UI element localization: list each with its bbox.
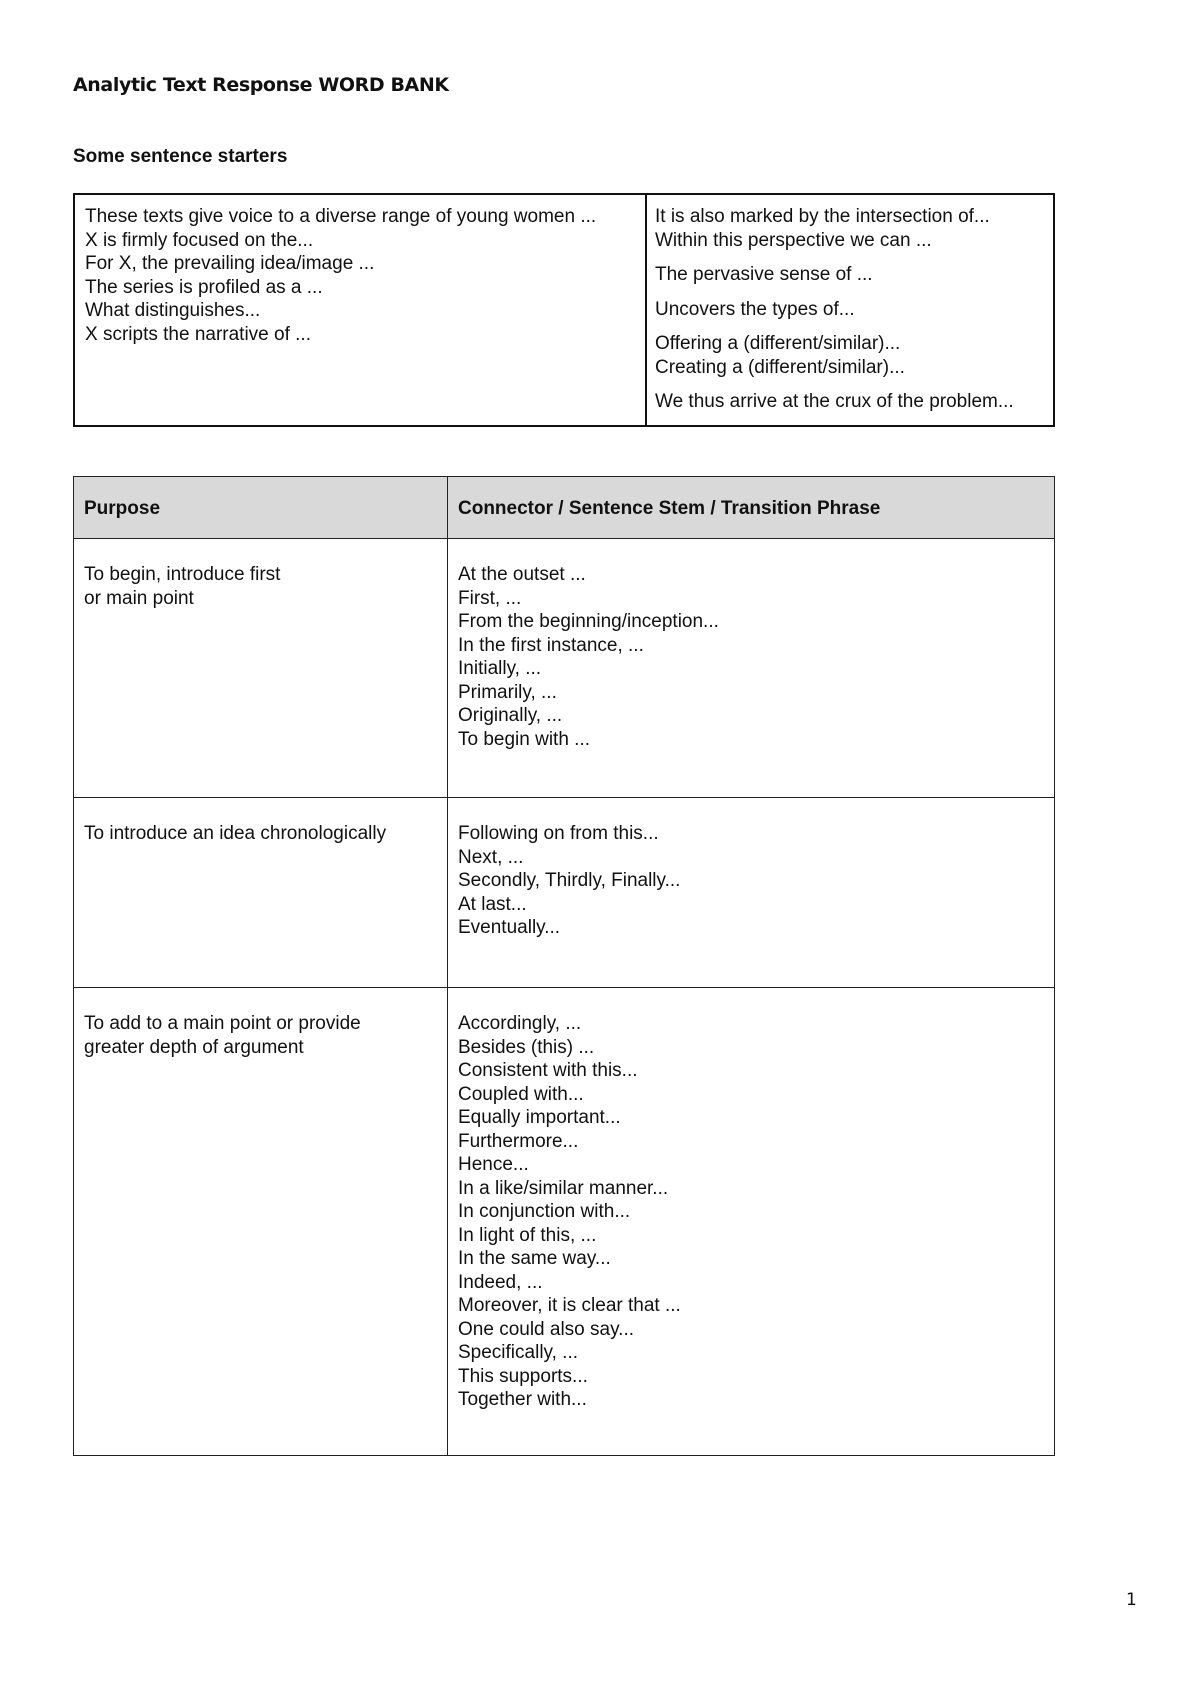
purpose-line: greater depth of argument <box>84 1036 304 1058</box>
phrases-cell <box>448 539 1055 798</box>
phrase-line: One could also say... <box>458 1318 635 1340</box>
phrase-line: In the same way... <box>458 1248 611 1269</box>
starter-line: The series is profiled as a ... <box>85 276 323 298</box>
sentence-starters-box <box>73 193 1055 427</box>
starter-line: Uncovers the types of... <box>655 298 855 320</box>
phrase-line: In light of this, ... <box>458 1224 597 1246</box>
starter-group <box>655 298 1053 322</box>
purpose-line: To begin, introduce first <box>84 564 281 585</box>
purpose-column-header: Purpose <box>74 477 448 539</box>
purpose-line: To add to a main point or provide <box>84 1013 361 1034</box>
phrase-line: Equally important... <box>458 1107 621 1128</box>
phrase-line: Indeed, ... <box>458 1271 543 1293</box>
phrases-cell <box>448 988 1055 1456</box>
phrase-line: Specifically, ... <box>458 1342 579 1363</box>
phrases-cell <box>448 798 1055 988</box>
purpose-cell <box>74 539 448 798</box>
starters-right-column <box>647 195 1053 425</box>
phrase-line: Primarily, ... <box>458 681 557 703</box>
section-heading: Some sentence starters <box>73 146 288 167</box>
phrase-line: Moreover, it is clear that ... <box>458 1295 681 1316</box>
phrase-line: Secondly, Thirdly, Finally... <box>458 870 681 891</box>
starter-line: The pervasive sense of ... <box>655 264 873 285</box>
starter-line: These texts give voice to a diverse range of young women ... <box>85 206 597 227</box>
starter-line: For X, the prevailing idea/image ... <box>85 253 375 274</box>
starter-line: Creating a (different/similar)... <box>655 356 905 378</box>
table-row <box>74 798 1055 988</box>
table-row <box>74 539 1055 798</box>
phrase-line: In conjunction with... <box>458 1201 631 1222</box>
phrase-column-header: Connector / Sentence Stem / Transition Phrase <box>448 477 1055 539</box>
purpose-cell <box>74 988 448 1456</box>
starter-line: X is firmly focused on the... <box>85 229 314 251</box>
page-number: 1 <box>1126 1590 1137 1610</box>
phrase-line: Initially, ... <box>458 658 542 679</box>
starter-line: It is also marked by the intersection of... <box>655 206 990 227</box>
phrase-line: This supports... <box>458 1365 588 1387</box>
phrase-line: Consistent with this... <box>458 1060 638 1081</box>
starter-line: We thus arrive at the crux of the problem... <box>655 391 1014 412</box>
starter-group <box>655 205 1053 252</box>
starter-line: Within this perspective we can ... <box>655 229 932 251</box>
phrase-line: Hence... <box>458 1154 529 1175</box>
page-title: Analytic Text Response WORD BANK <box>73 74 449 96</box>
starter-line: What distinguishes... <box>85 300 261 321</box>
phrase-line: Coupled with... <box>458 1083 584 1105</box>
phrase-line: Furthermore... <box>458 1130 579 1152</box>
phrase-line: To begin with ... <box>458 728 591 750</box>
phrase-line: Together with... <box>458 1389 587 1410</box>
table-header-row <box>74 477 1055 539</box>
phrase-line: Next, ... <box>458 846 524 868</box>
phrase-line: At last... <box>458 893 527 915</box>
connector-table <box>73 476 1055 1456</box>
phrase-line: In a like/similar manner... <box>458 1177 669 1199</box>
purpose-cell <box>74 798 448 988</box>
phrase-line: From the beginning/inception... <box>458 611 719 632</box>
phrase-line: Originally, ... <box>458 705 563 726</box>
phrase-line: Accordingly, ... <box>458 1013 582 1034</box>
starters-left-column <box>75 195 647 425</box>
purpose-line: To introduce an idea chronologically <box>84 823 387 844</box>
table-row <box>74 988 1055 1456</box>
starter-group <box>655 263 1053 287</box>
phrase-line: Following on from this... <box>458 823 659 844</box>
phrase-line: First, ... <box>458 587 522 609</box>
phrase-line: Besides (this) ... <box>458 1036 595 1058</box>
phrase-line: In the first instance, ... <box>458 634 644 656</box>
starter-group <box>655 390 1053 414</box>
phrase-line: At the outset ... <box>458 564 586 585</box>
purpose-line: or main point <box>84 587 194 609</box>
phrase-line: Eventually... <box>458 917 561 938</box>
starter-line: X scripts the narrative of ... <box>85 323 311 345</box>
starter-group <box>655 332 1053 379</box>
starter-line: Offering a (different/similar)... <box>655 333 901 354</box>
